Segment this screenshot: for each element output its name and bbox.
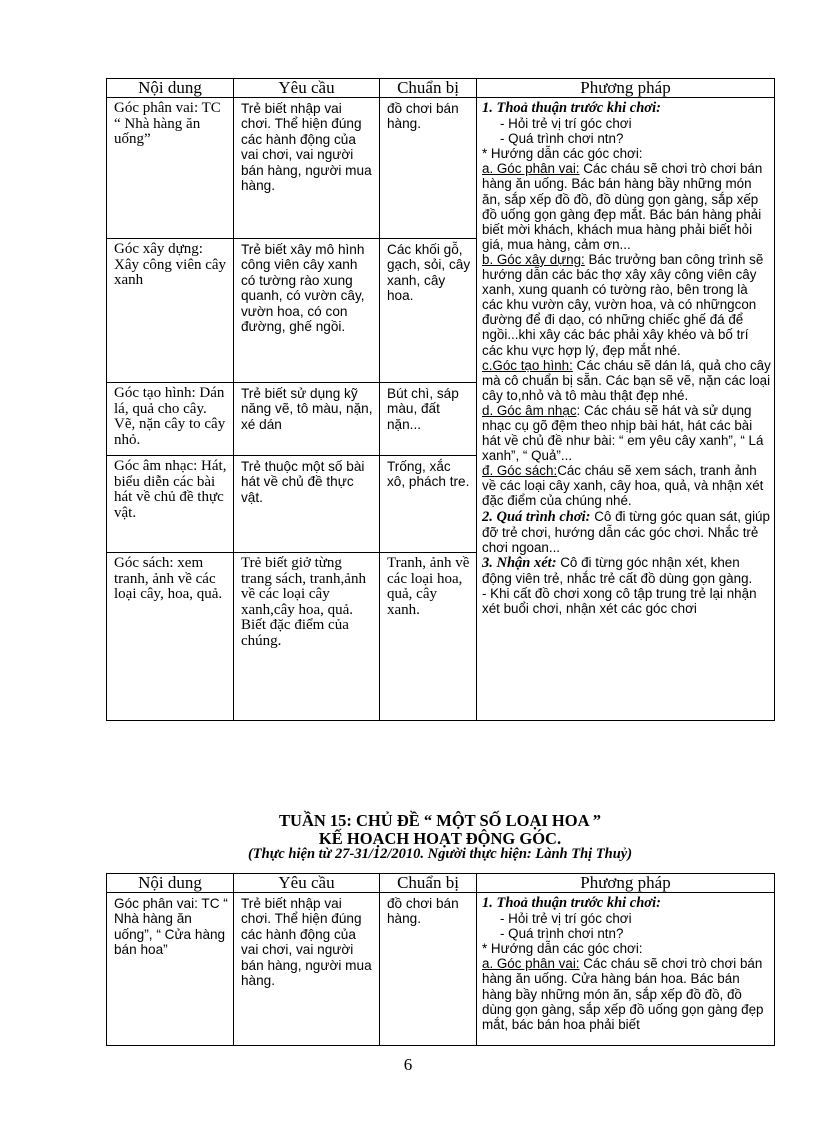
method-line: - Khi cất đồ chơi xong cô tập trung trẻ lại nhận xét buổi chơi, nhận xét các góc chơi xyxy=(482,586,757,617)
header-noi-dung: Nội dung xyxy=(107,79,234,98)
method-line: - Hỏi trẻ vị trí góc chơi xyxy=(500,911,632,927)
table-row xyxy=(107,893,775,1046)
cell-noi-dung: Góc âm nhạc: Hát, biểu diễn các bài hát về chủ đề thực vật. xyxy=(107,456,234,553)
header-chuan-bi: Chuẩn bị xyxy=(380,79,477,98)
cell-yeu-cau: Trẻ biết sử dụng kỹ năng vẽ, tô màu, nặn, xé dán xyxy=(234,383,380,456)
method-step3-title: 3. Nhận xét: xyxy=(482,554,557,571)
header-yeu-cau: Yêu cầu xyxy=(234,874,380,893)
method-text-am-nhac: : Các cháu sẽ hát và sử dụng nhạc cụ gõ đệm theo nhịp bài hát, hát các bài hát về chủ đề như bài: “ em yêu cây xanh”, “ Lá xanh”, “ Quả”... xyxy=(482,402,764,464)
method-line: - Quá trình chơi ntn? xyxy=(500,926,624,942)
cell-noi-dung: Góc sách: xem tranh, ảnh về các loại cây, hoa, quả. xyxy=(107,553,234,721)
method-label-sach: đ. Góc sách: xyxy=(482,463,558,479)
cell-chuan-bi: Tranh, ảnh về các loại hoa, quả, cây xanh. xyxy=(380,553,477,721)
method-line: - Quá trình chơi ntn? xyxy=(500,131,624,147)
cell-yeu-cau: Trẻ biết giở từng trang sách, tranh,ảnh về các loại cây xanh,cây hoa, quả. Biết đặc điểm của chúng. xyxy=(234,553,380,721)
cell-noi-dung: Góc phân vai: TC “ Nhà hàng ăn uống”, “ Cửa hàng bán hoa” xyxy=(107,893,234,1046)
page-number: 6 xyxy=(403,1055,413,1074)
header-yeu-cau: Yêu cầu xyxy=(234,79,380,98)
table-week15-activities xyxy=(106,873,775,1046)
method-step3-text: Cô đi từng góc nhận xét, khen động viên trẻ, nhắc trẻ cất đồ dùng gọn gàng. xyxy=(482,554,753,586)
cell-yeu-cau: Trẻ biết xây mô hình công viên cây xanh có tường rào xung quanh, có vườn cây, vườn hoa, có con đường, ghế ngồi. xyxy=(234,239,380,383)
cell-chuan-bi: đồ chơi bán hàng. xyxy=(380,893,477,1046)
cell-noi-dung: Góc xây dựng: Xây công viên cây xanh xyxy=(107,239,234,383)
section-title: TUẦN 15: CHỦ ĐỀ “ MỘT SỐ LOẠI HOA ” xyxy=(279,811,601,830)
table-week14-activities xyxy=(106,78,775,721)
method-text-xay-dung: Bác trưởng ban công trình sẽ hướng dẫn các bác thợ xây xây công viên cây xanh, xung quanh có tường rào, bên trong là các khu vườn cây, vườn hoa, và có nhữngcon đường để đi dạo, có những chiếc ghế đá để ngồi...khi xây các bác phải xây khéo và bố trí các khu vực hợp lý, đẹp mắt nhé. xyxy=(482,251,764,358)
method-step2-title: 2. Quá trình chơi: xyxy=(482,508,591,525)
method-text-sach: Các cháu sẽ xem sách, tranh ảnh về các loại cây xanh, cây hoa, quả, và nhận xét đặc điểm của chúng nhé. xyxy=(482,463,764,509)
header-phuong-phap: Phương pháp xyxy=(477,874,775,893)
section-subtitle: KẾ HOẠCH HOẠT ĐỘNG GÓC. xyxy=(318,829,562,848)
method-line: - Hỏi trẻ vị trí góc chơi xyxy=(500,116,632,132)
method-step2-text: Cô đi từng góc quan sát, giúp đỡ trẻ chơi, hướng dẫn các góc chơi. Nhắc trẻ chơi ngoan... xyxy=(482,508,770,555)
method-text-tao-hinh: Các cháu sẽ dán lá, quả cho cây mà cô chuẩn bị sẵn. Các bạn sẽ vẽ, nặn các loại cây to,nhỏ và tô màu thật đẹp nhé. xyxy=(482,357,771,403)
cell-chuan-bi: Bút chì, sáp màu, đất nặn... xyxy=(380,383,477,456)
method-step1-title: 1. Thoả thuận trước khi chơi: xyxy=(482,895,661,911)
cell-noi-dung: Góc tạo hình: Dán lá, quả cho cây. Vẽ, nặn cây to cây nhỏ. xyxy=(107,383,234,456)
cell-chuan-bi: Các khối gỗ, gạch, sỏi, cây xanh, cây hoa. xyxy=(380,239,477,383)
method-label-phan-vai: a. Góc phân vai: xyxy=(482,161,580,177)
method-line: * Hướng dẫn các góc chơi: xyxy=(482,146,643,162)
method-text-phan-vai: Các cháu sẽ chơi trò chơi bán hàng ăn uống. Cửa hàng bán hoa. Bác bán hàng bầy những món ăn, sắp xếp đồ đồ, đồ dùng gọn gàng, sắp xếp đồ uống gọn gàng đẹp mắt, bác bán hoa phải biết xyxy=(482,956,764,1032)
method-label-xay-dung: b. Góc xây dựng: xyxy=(482,251,585,267)
method-label-phan-vai: a. Góc phân vai: xyxy=(482,956,580,972)
cell-chuan-bi: Trống, xắc xô, phách tre. xyxy=(380,456,477,553)
section-meta: (Thực hiện từ 27-31/12/2010. Người thực hiện: Lành Thị Thuỷ) xyxy=(247,846,633,862)
cell-phuong-phap xyxy=(477,98,775,721)
header-phuong-phap: Phương pháp xyxy=(477,79,775,98)
method-step1-title: 1. Thoả thuận trước khi chơi: xyxy=(482,100,661,116)
cell-yeu-cau: Trẻ thuộc một số bài hát về chủ đề thực vật. xyxy=(234,456,380,553)
method-label-tao-hinh: c.Góc tạo hình: xyxy=(482,357,573,373)
header-chuan-bi: Chuẩn bị xyxy=(380,874,477,893)
cell-yeu-cau: Trẻ biết nhập vai chơi. Thể hiện đúng các hành động của vai chơi, vai người bán hàng, người mua hàng. xyxy=(234,893,380,1046)
cell-chuan-bi: đồ chơi bán hàng. xyxy=(380,98,477,239)
cell-yeu-cau: Trẻ biết nhập vai chơi. Thể hiện đúng các hành động của vai chơi, vai người bán hàng, người mua hàng. xyxy=(234,98,380,239)
table-row xyxy=(107,98,775,239)
method-text-phan-vai: Các cháu sẽ chơi trò chơi bán hàng ăn uống. Bác bán hàng bầy những món ăn, sắp xếp đồ đồ, đồ dùng gọn gàng, sắp xếp đồ uống gọn gàng đẹp mắt. Bác bán hàng phải biết mời khách, khách mua hàng phải biết hỏi giá, mua hàng, cảm ơn... xyxy=(482,161,763,252)
cell-phuong-phap xyxy=(477,893,775,1046)
cell-noi-dung: Góc phân vai: TC “ Nhà hàng ăn uống” xyxy=(107,98,234,239)
header-noi-dung: Nội dung xyxy=(107,874,234,893)
method-label-am-nhac: d. Góc âm nhạc xyxy=(482,402,577,418)
method-line: * Hướng dẫn các góc chơi: xyxy=(482,941,643,957)
